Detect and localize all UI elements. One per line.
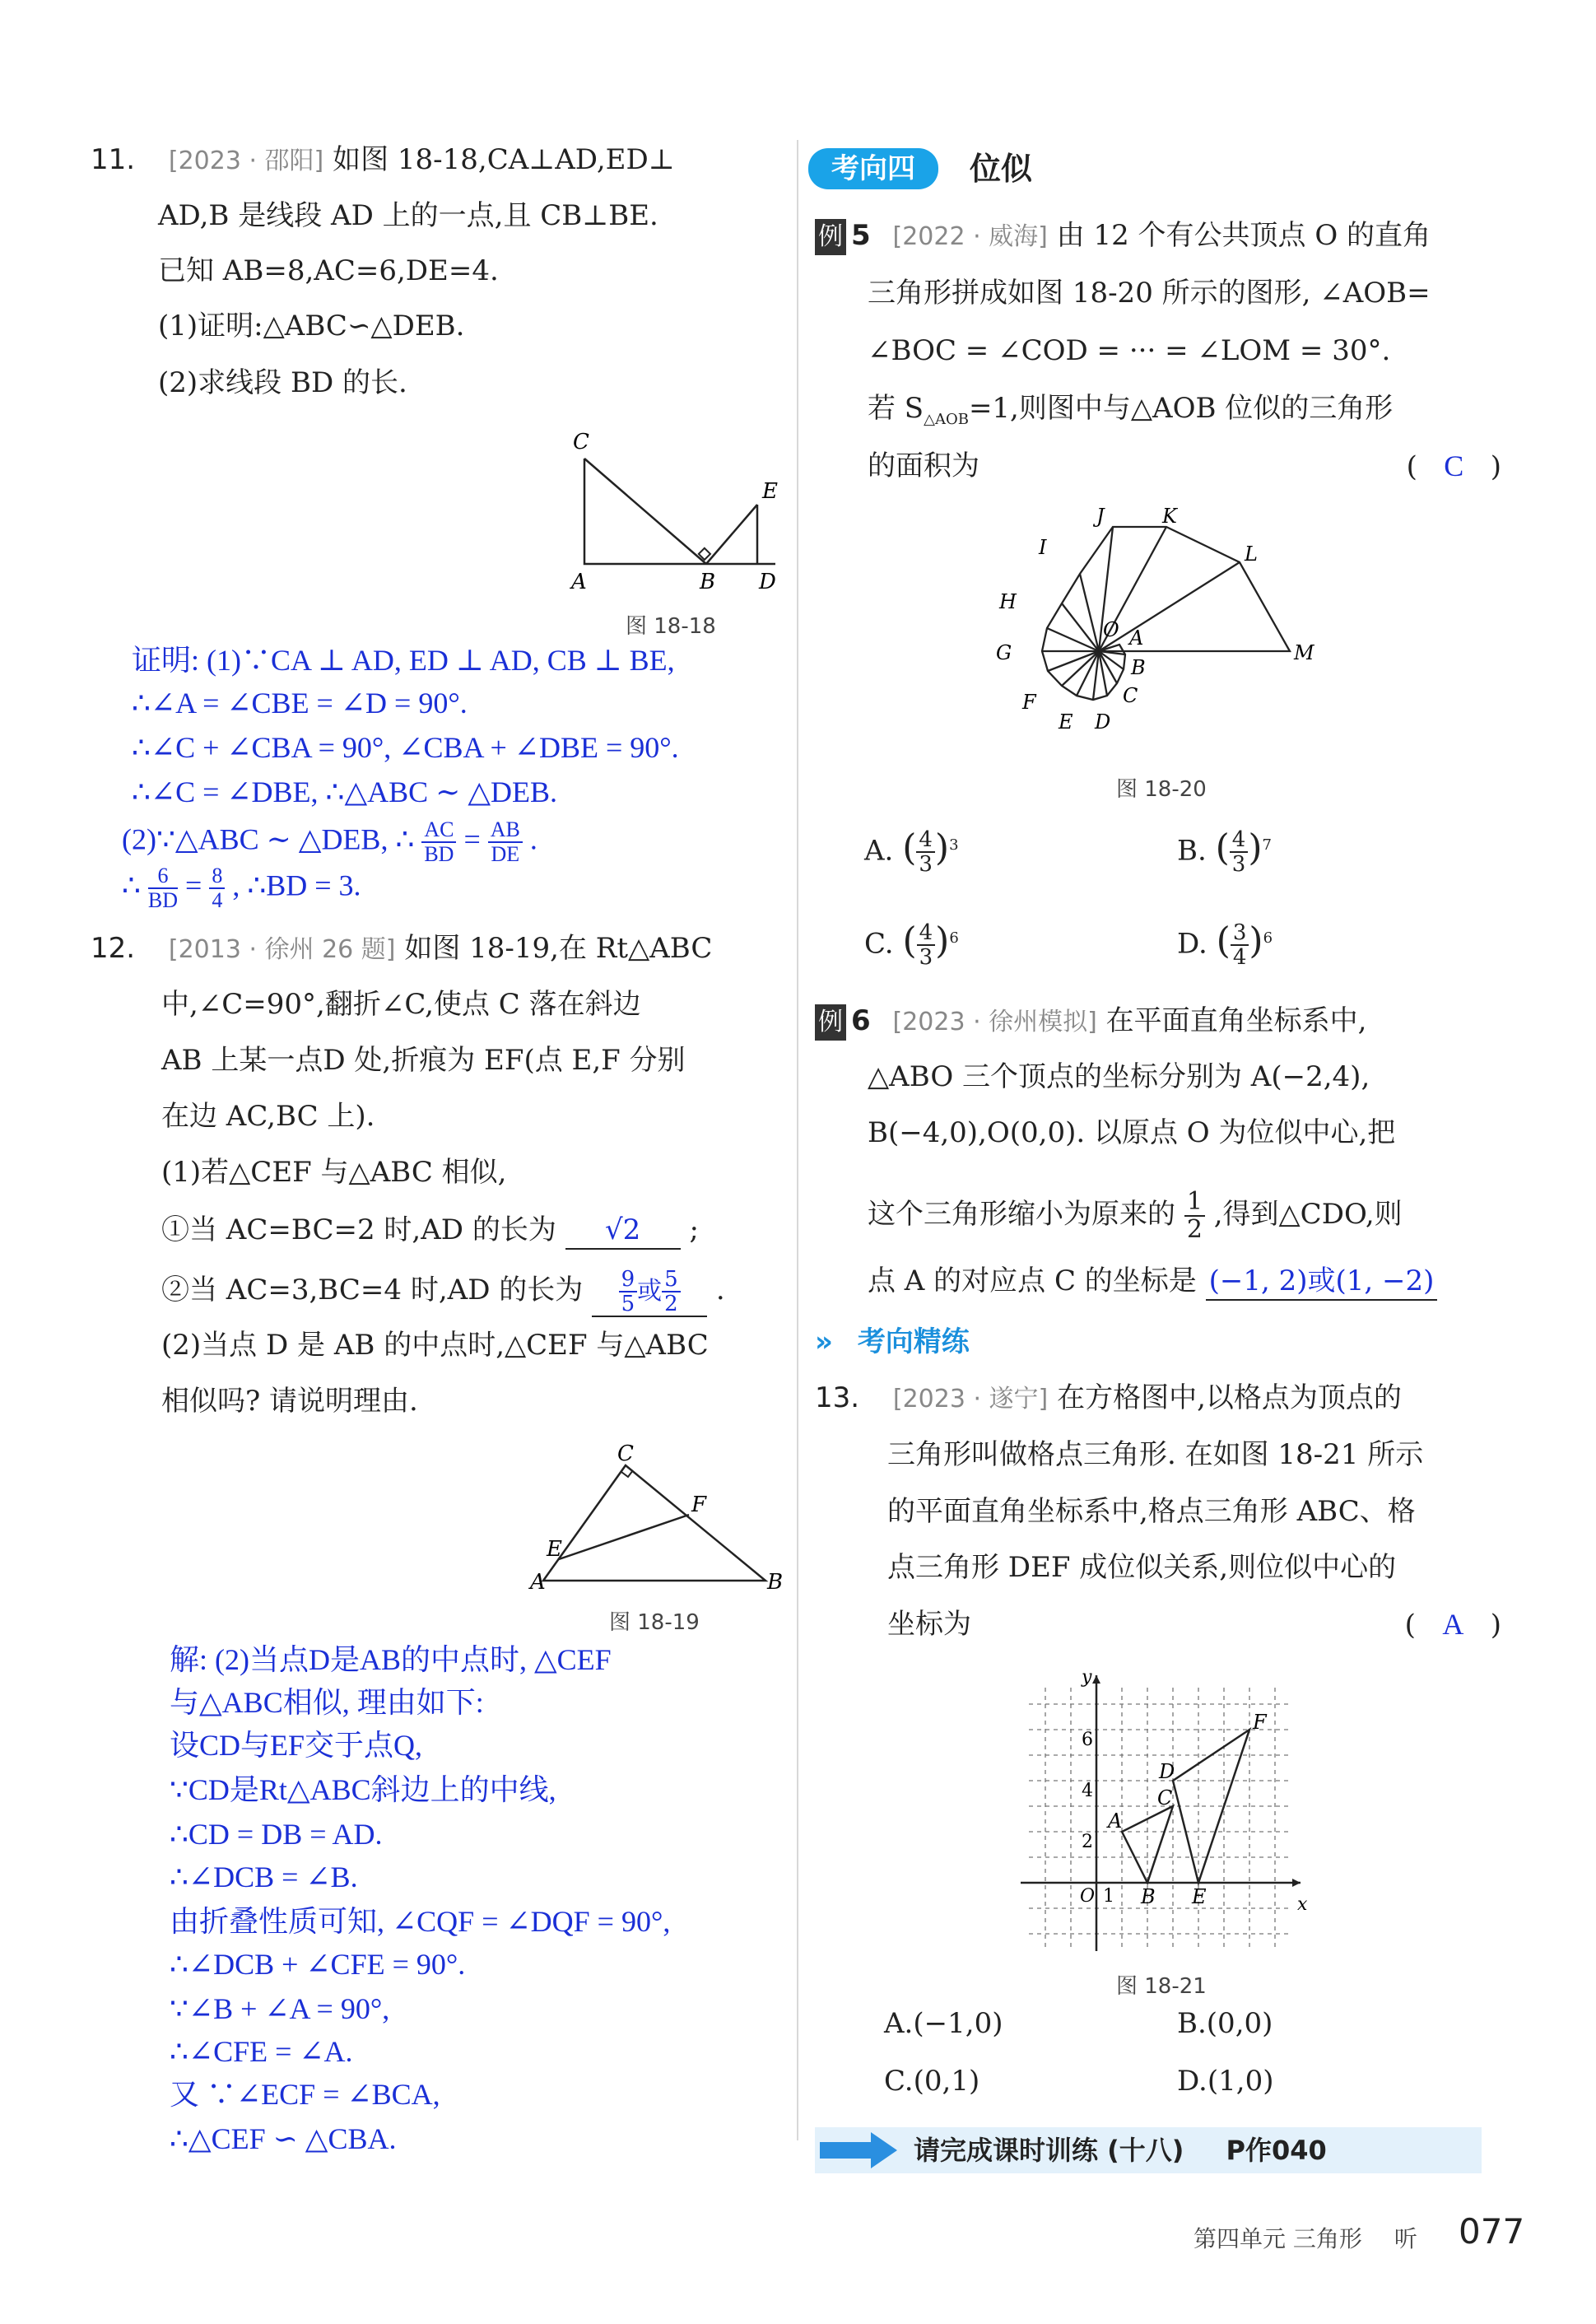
fig1818-label-b: B (700, 570, 716, 594)
q13-answer: A (1442, 1608, 1464, 1641)
ex5-choice-d: D. ( $\frac{3}{4}$ )$^6$ (1177, 920, 1273, 971)
ex5-line-1 (815, 217, 1431, 255)
figure-18-20 (979, 498, 1342, 745)
ex5-answer-paren: ( C ) (1406, 449, 1501, 483)
frac-den: BD (147, 888, 179, 912)
ex5-answer: C (1444, 449, 1464, 482)
ex5-text-5 (868, 448, 1501, 484)
frac-den: 4 (1232, 945, 1247, 971)
choice-letter: B. (1177, 2007, 1207, 2040)
q13-text-3: 的平面直角坐标系中,格点三角形 ABC、格 (887, 1495, 1416, 1528)
homework-reminder (914, 2132, 1327, 2168)
ex5-badge: 例 (815, 219, 846, 255)
frac-den: 4 (212, 888, 223, 912)
frac-num: 4 (917, 921, 936, 946)
q13-choice-b (1177, 2005, 1273, 2042)
ex6-text-3: B(−4,0),O(0,0). 以原点 O 为位似中心,把 (868, 1116, 1396, 1149)
fig1821-tick-1: 1 (1103, 1886, 1114, 1907)
homework-text: 请完成课时训练 (十八) (914, 2135, 1184, 2166)
q12-sub1 (161, 1212, 699, 1250)
ex6-badge: 例 (815, 1004, 846, 1041)
frac-num: 3 (1231, 921, 1249, 946)
q11-figure-caption: 图 18-18 (626, 614, 716, 639)
equals-sign: = (185, 869, 202, 902)
q12-sub1-end: ; (689, 1213, 699, 1246)
ex5-text-3: ∠BOC = ∠COD = ··· = ∠LOM = 30°. (868, 334, 1391, 367)
fig1819-label-f: F (691, 1493, 707, 1517)
ex6-source: [2023 · 徐州模拟] (892, 1008, 1097, 1036)
choice-exponent: 6 (1263, 929, 1273, 947)
q12-sub2-text: ②当 AC=3,BC=4 时,AD 的长为 (161, 1274, 584, 1306)
ex5-text-2: 三角形拼成如图 18-20 所示的图形, ∠AOB= (868, 277, 1431, 310)
choice-letter: B. (1177, 834, 1207, 868)
fig1820-label-d: D (1095, 710, 1111, 734)
fig1821-label-a: A (1108, 1809, 1123, 1833)
q11-text-1: 如图 18-18,CA⊥AD,ED⊥ (333, 143, 675, 176)
choice-text: (0,1) (913, 2065, 980, 2098)
fig1820-label-c: C (1123, 684, 1138, 707)
q12-part2-1: (2)当点 D 是 AB 的中点时,△CEF 与△ABC (161, 1329, 709, 1362)
frac-den: 2 (664, 1292, 678, 1316)
q13-figure-caption: 图 18-21 (1116, 1974, 1207, 1999)
therefore-sign: ∴ (122, 869, 141, 902)
frac-den: BD (424, 842, 454, 866)
q11-frac-8-4 (209, 864, 225, 912)
frac-num: 8 (209, 864, 225, 889)
or-word: 或 (637, 1277, 663, 1306)
q11-answer-5-text: (2)∵△ABC ∼ △DEB, ∴ (122, 822, 415, 856)
q12-answer-6: ∴∠DCB = ∠B. (170, 1861, 358, 1893)
q12-sub1-blank: √2 (565, 1212, 681, 1250)
q12-sub2 (161, 1268, 725, 1317)
fig1820-label-g: G (996, 641, 1012, 664)
ex6-frac-half (1184, 1189, 1205, 1243)
q11-source: [2023 · 邵阳] (168, 147, 324, 175)
q11-frac-ab-de (488, 818, 523, 866)
q11-text-4: (1)证明:△ABC∽△DEB. (158, 310, 465, 342)
q12-frac-9-5 (619, 1268, 638, 1316)
ex5-text-5-label: 的面积为 (868, 449, 979, 482)
ex6-text-1: 在平面直角坐标系中, (1105, 1004, 1367, 1037)
q12-answer-2: 与△ABC相似, 理由如下: (170, 1686, 484, 1719)
q11-answer-1: 证明: (1)∵CA ⊥ AD, ED ⊥ AD, CB ⊥ BE, (132, 644, 675, 677)
ex5-text-1: 由 12 个有公共顶点 O 的直角 (1056, 219, 1431, 252)
ex6-answer: (−1, 2)或(1, −2) (1206, 1263, 1438, 1301)
q13-text-2: 三角形叫做格点三角形. 在如图 18-21 所示 (887, 1438, 1424, 1471)
q12-text-1: 如图 18-19,在 Rt△ABC (404, 932, 713, 965)
ex6-text-4-post: ,得到△CDO,则 (1213, 1198, 1403, 1231)
section-badge: 考向四 (808, 148, 938, 189)
q12-sub2-blank (592, 1268, 707, 1317)
fig1820-label-j: J (1096, 505, 1105, 528)
fig1821-label-d: D (1159, 1760, 1175, 1783)
ex6-text-4-pre: 这个三角形缩小为原来的 (868, 1198, 1175, 1231)
practice-header (815, 1319, 970, 1359)
q13-text-5 (887, 1606, 1501, 1642)
frac-den: 3 (1231, 852, 1246, 878)
q11-text-3: 已知 AB=8,AC=6,DE=4. (158, 254, 499, 287)
section-title: 位似 (970, 151, 1033, 187)
double-chevron-icon: » (815, 1325, 833, 1358)
choice-fraction (917, 921, 936, 969)
frac-num: 5 (662, 1268, 681, 1292)
arrow-icon (820, 2132, 899, 2168)
ex5-source: [2022 · 威海] (892, 222, 1048, 251)
frac-den: DE (491, 842, 520, 866)
q12-figure-caption: 图 18-19 (609, 1610, 700, 1635)
q12-source: [2013 · 徐州 26 题] (168, 935, 396, 964)
q13-source: [2023 · 遂宁] (892, 1385, 1049, 1413)
q12-part2-2: 相似吗? 请说明理由. (161, 1385, 418, 1418)
q12-answer-5: ∴CD = DB = AD. (170, 1818, 383, 1851)
ex6-line-1 (815, 1003, 1366, 1041)
choice-text: (0,0) (1206, 2007, 1273, 2040)
q11-answer-5 (122, 818, 537, 866)
fig1821-axis-y: y (1082, 1667, 1092, 1688)
practice-title: 考向精练 (857, 1325, 970, 1358)
frac-num: 4 (916, 828, 935, 853)
fig1820-label-h: H (999, 590, 1017, 613)
choice-letter: D. (1177, 927, 1207, 961)
fig1821-label-c: C (1157, 1786, 1173, 1809)
homework-page-ref: P作040 (1226, 2135, 1327, 2166)
choice-text: (1,0) (1207, 2065, 1274, 2098)
q11-line-1 (91, 142, 675, 179)
fig1820-label-i: I (1039, 536, 1047, 559)
fig1821-axis-x: x (1297, 1894, 1308, 1915)
q12-number: 12. (91, 932, 136, 965)
q13-text-4: 点三角形 DEF 成位似关系,则位似中心的 (887, 1551, 1397, 1584)
choice-letter: A. (884, 2007, 914, 2040)
fig1819-label-b: B (767, 1570, 784, 1595)
ex6-text-5 (868, 1263, 1437, 1301)
fig1821-origin: O (1080, 1886, 1096, 1907)
ex5-text-4 (868, 390, 1393, 438)
q12-text-5: (1)若△CEF 与△ABC 相似, (161, 1156, 507, 1189)
choice-fraction (916, 828, 935, 876)
fig1818-label-c: C (573, 430, 589, 454)
q12-answer-12: ∴△CEF ∽ △CBA. (170, 2122, 397, 2155)
frac-den: 5 (621, 1292, 635, 1316)
frac-num: 1 (1184, 1189, 1205, 1217)
q12-text-2: 中,∠C=90°,翻折∠C,使点 C 落在斜边 (161, 988, 641, 1021)
frac-num: AC (421, 818, 456, 843)
q11-answer-2: ∴∠A = ∠CBE = ∠D = 90°. (132, 687, 468, 720)
fig1820-label-k: K (1162, 505, 1177, 528)
q13-text-5-label: 坐标为 (887, 1608, 971, 1641)
q11-text-5: (2)求线段 BD 的长. (158, 366, 407, 399)
fig1821-label-f: F (1253, 1711, 1267, 1734)
period: . (529, 822, 537, 856)
frac-num: 9 (619, 1268, 638, 1292)
figure-18-19 (527, 1439, 790, 1604)
ex5-choice-b: B. ( $\frac{4}{3}$ )$^7$ (1177, 827, 1272, 878)
fig1821-tick-2: 2 (1082, 1832, 1093, 1852)
q12-answer-3: 设CD与EF交于点Q, (170, 1729, 423, 1762)
q11-frac-ac-bd (421, 818, 456, 866)
ex6-text-2: △ABO 三个顶点的坐标分别为 A(−2,4), (868, 1060, 1370, 1093)
q12-answer-8: ∴∠DCB + ∠CFE = 90°. (170, 1948, 466, 1981)
frac-num: 4 (1230, 828, 1249, 853)
figure-18-21 (1012, 1663, 1309, 1959)
q12-frac-5-2 (662, 1268, 681, 1316)
page-unit (1194, 2221, 1417, 2254)
fig1821-tick-4: 4 (1082, 1781, 1093, 1801)
choice-exponent: 7 (1262, 836, 1272, 854)
fig1820-label-f: F (1022, 691, 1036, 714)
frac-den: 3 (919, 852, 933, 878)
fig1820-label-b: B (1131, 656, 1146, 679)
q12-answer-1: 解: (2)当点D是AB的中点时, △CEF (170, 1643, 612, 1676)
choice-letter: A. (864, 834, 894, 868)
q11-answer-bd: , ∴BD = 3. (232, 869, 361, 902)
q13-choice-c (884, 2063, 979, 2099)
q13-number: 13. (815, 1381, 860, 1414)
ex5-choice-a: A. ( $\frac{4}{3}$ )$^3$ (864, 827, 959, 878)
q12-text-3: AB 上某一点D 处,折痕为 EF(点 E,F 分别 (161, 1044, 686, 1077)
fig1818-label-a: A (571, 570, 587, 594)
ex6-text-5-pre: 点 A 的对应点 C 的坐标是 (868, 1264, 1197, 1297)
choice-letter: C. (884, 2065, 914, 2098)
fig1818-label-d: D (759, 570, 776, 594)
q12-text-4: 在边 AC,BC 上). (161, 1100, 375, 1133)
q11-text-2: AD,B 是线段 AD 上的一点,且 CB⊥BE. (158, 199, 658, 232)
frac-den: 3 (919, 945, 933, 971)
frac-num: 6 (148, 864, 178, 889)
ex5-area-subscript: △AOB (924, 410, 969, 428)
unit-title: 第四单元 三角形 (1194, 2225, 1362, 2252)
choice-text: (−1,0) (913, 2007, 1003, 2040)
q12-sub1-text: ①当 AC=BC=2 时,AD 的长为 (161, 1213, 556, 1246)
q12-answer-11: 又 ∵∠ECF = ∠BCA, (170, 2078, 440, 2111)
choice-letter: D. (1177, 2065, 1207, 2098)
q11-answer-6 (122, 864, 361, 912)
fig1820-label-a: A (1129, 626, 1144, 650)
choice-exponent: 6 (949, 929, 959, 947)
choice-fraction (1230, 828, 1249, 876)
fig1820-label-o: O (1103, 618, 1119, 641)
ex5-number: 5 (851, 219, 871, 252)
q12-answer-7: 由折叠性质可知, ∠CQF = ∠DQF = 90°, (170, 1905, 671, 1938)
ex5-text-4-rest: =1,则图中与△AOB 位似的三角形 (968, 392, 1394, 425)
frac-den: 2 (1186, 1215, 1203, 1244)
choice-fraction (1231, 921, 1249, 969)
listen-label: 听 (1394, 2225, 1417, 2252)
ex6-number: 6 (851, 1004, 871, 1037)
q12-answer-9: ∵∠B + ∠A = 90°, (170, 1992, 390, 2025)
q12-sub2-end: . (715, 1274, 725, 1306)
fig1821-label-e: E (1192, 1885, 1207, 1908)
ex6-text-4 (868, 1189, 1403, 1243)
fig1820-label-m: M (1294, 641, 1314, 664)
frac-num: AB (488, 818, 523, 843)
fig1821-label-b: B (1141, 1885, 1156, 1908)
q13-line-1 (815, 1380, 1402, 1418)
fig1821-tick-6: 6 (1082, 1730, 1093, 1750)
q12-answer-10: ∴∠CFE = ∠A. (170, 2035, 353, 2068)
q11-number: 11. (91, 143, 136, 176)
q13-text-1: 在方格图中,以格点为顶点的 (1057, 1381, 1402, 1414)
fig1819-label-a: A (530, 1570, 546, 1595)
choice-letter: C. (864, 927, 894, 961)
choice-exponent: 3 (949, 836, 959, 854)
page-number: 077 (1459, 2211, 1525, 2252)
fig1819-label-c: C (617, 1441, 634, 1466)
fig1820-label-l: L (1245, 543, 1258, 566)
q13-choice-a (884, 2005, 1003, 2042)
q11-frac-6-bd (148, 864, 178, 912)
equals-sign: = (463, 822, 481, 856)
ex5-area-s: 若 S (868, 392, 924, 425)
q11-answer-3: ∴∠C + ∠CBA = 90°, ∠CBA + ∠DBE = 90°. (132, 731, 679, 764)
q13-answer-paren: ( A ) (1404, 1608, 1501, 1642)
fig1820-label-e: E (1059, 710, 1073, 734)
q12-answer-4: ∵CD是Rt△ABC斜边上的中线, (170, 1773, 556, 1806)
q12-line-1 (91, 930, 712, 968)
ex5-figure-caption: 图 18-20 (1116, 777, 1207, 802)
figure-18-18 (551, 424, 798, 597)
q13-choice-d (1177, 2063, 1273, 2099)
q11-answer-4: ∴∠C = ∠DBE, ∴△ABC ∼ △DEB. (132, 775, 558, 808)
fig1819-label-e: E (547, 1537, 562, 1562)
ex5-choice-c: C. ( $\frac{4}{3}$ )$^6$ (864, 920, 959, 971)
fig1818-label-e: E (762, 479, 778, 504)
